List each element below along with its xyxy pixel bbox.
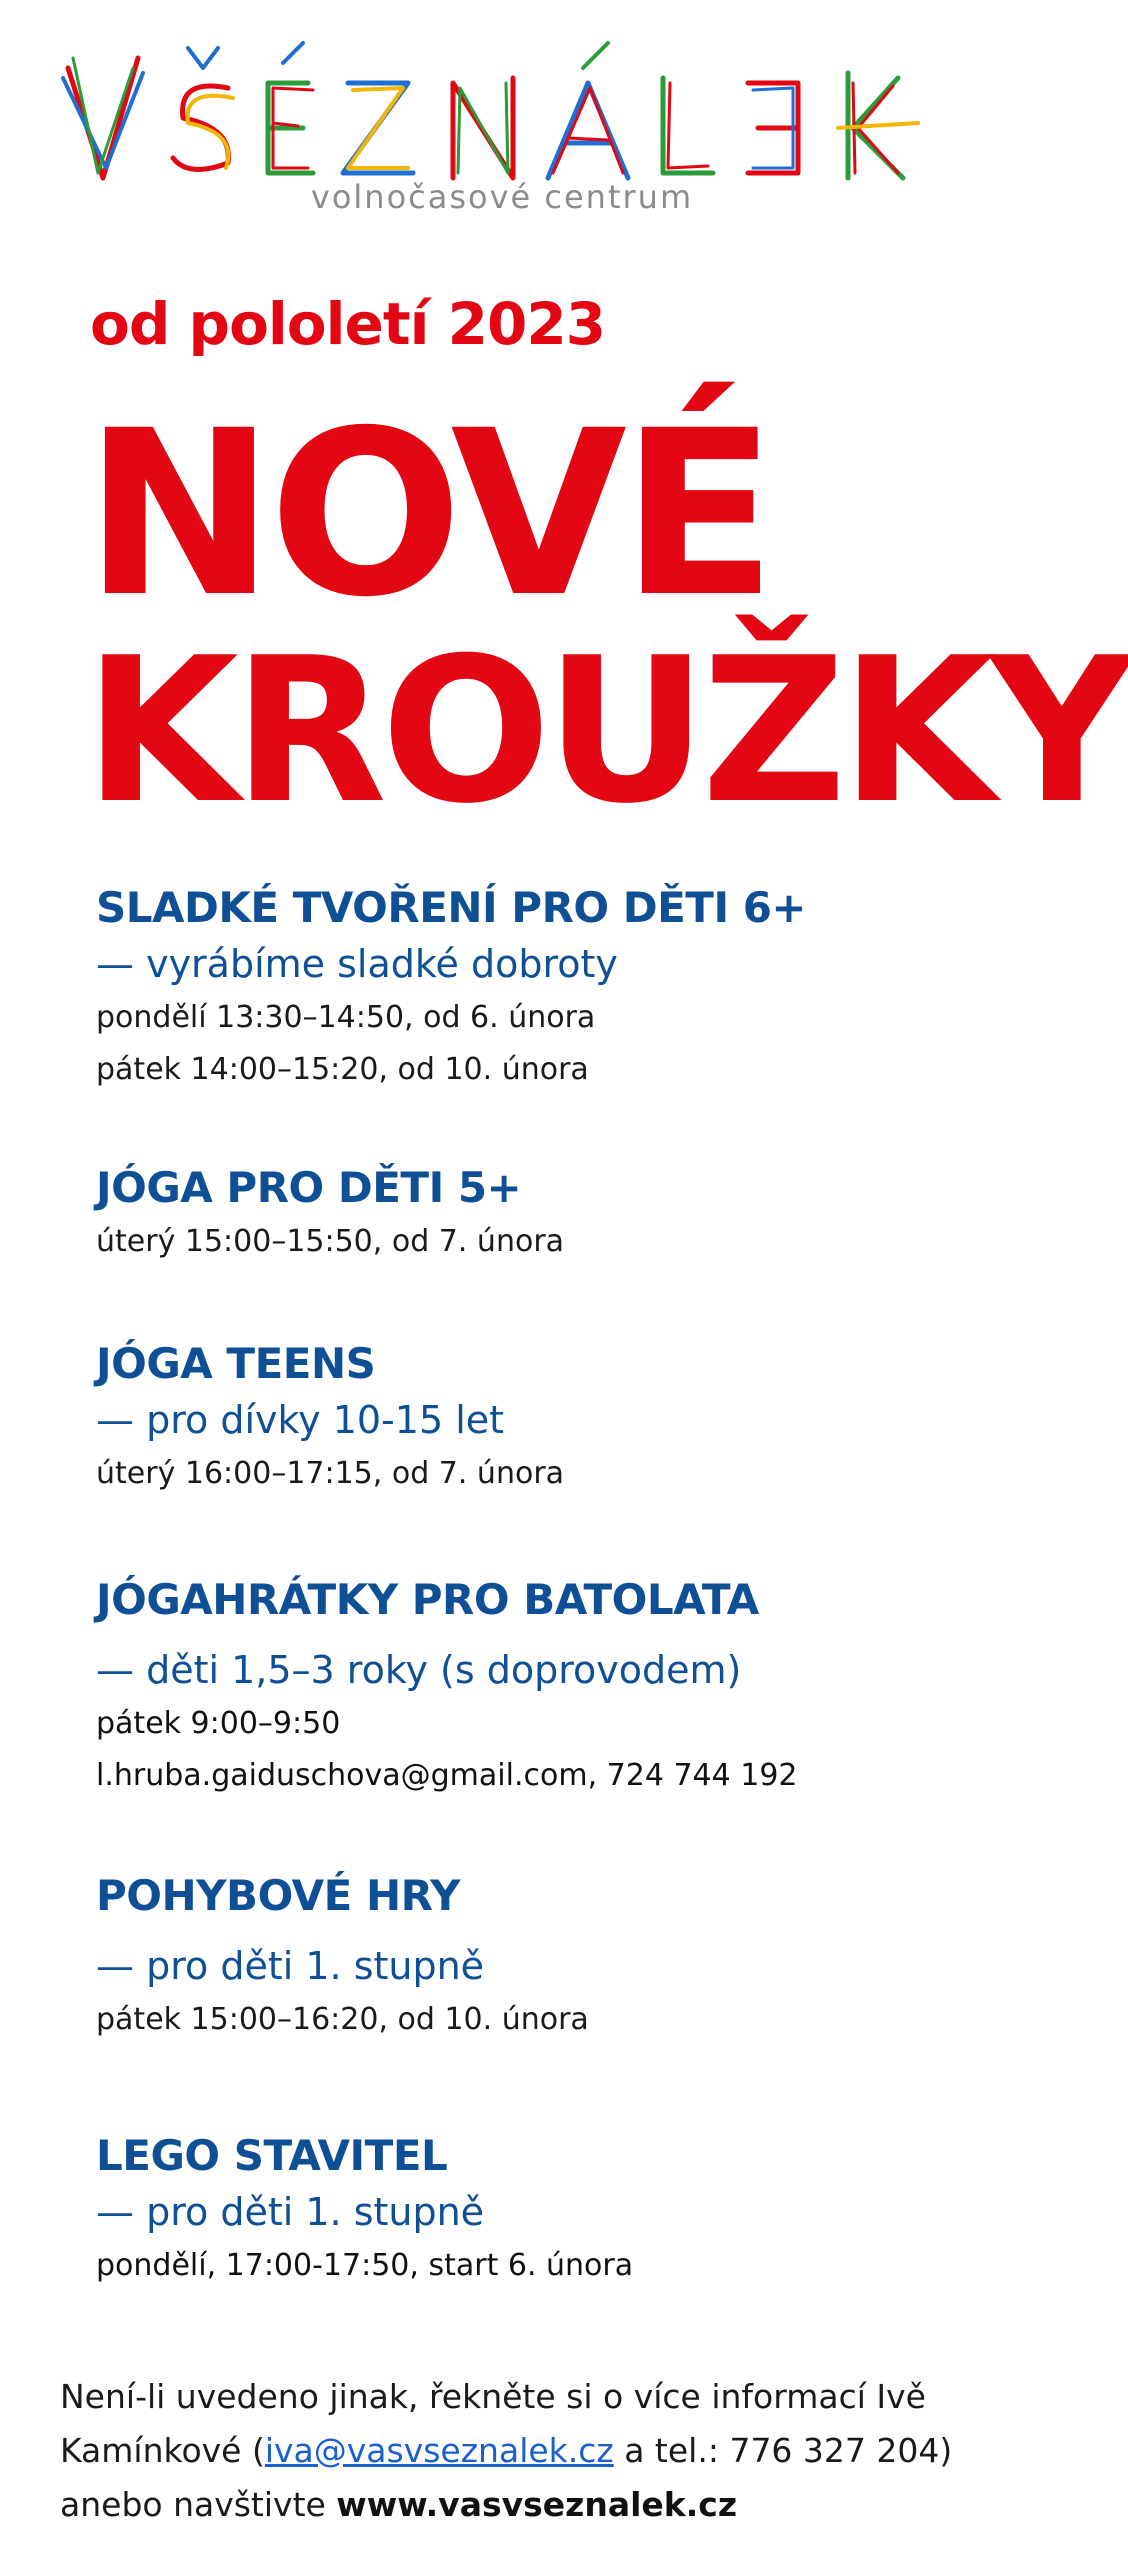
course-subtitle: — vyrábíme sladké dobroty bbox=[96, 942, 618, 986]
course-sladke-tvoreni bbox=[96, 880, 976, 1096]
footer-text-before: Není-li uvedeno jinak, řekněte si o více informací Ivě Kamínkové ( bbox=[60, 2377, 926, 2470]
footer-info bbox=[60, 2370, 960, 2532]
course-schedule: úterý 16:00–17:15, od 7. února bbox=[96, 1456, 565, 1491]
logo bbox=[58, 28, 938, 188]
course-schedule: pondělí 13:30–14:50, od 6. února bbox=[96, 1000, 596, 1035]
course-schedule: úterý 15:00–15:50, od 7. února bbox=[96, 1224, 565, 1259]
course-title: LEGO STAVITEL bbox=[96, 2131, 448, 2180]
course-schedule: pátek 15:00–16:20, od 10. února bbox=[96, 2002, 589, 2037]
footer-text-middle: a tel.: 776 327 204) anebo navštivte bbox=[60, 2431, 953, 2524]
course-title: JÓGAHRÁTKY PRO BATOLATA bbox=[96, 1575, 759, 1624]
logo-graphic bbox=[58, 28, 938, 188]
course-jogahratky bbox=[96, 1572, 976, 1802]
course-subtitle: — pro dívky 10-15 let bbox=[96, 1398, 505, 1442]
course-subtitle: — pro děti 1. stupně bbox=[96, 1944, 485, 1988]
course-title: SLADKÉ TVOŘENÍ PRO DĚTI 6+ bbox=[96, 883, 807, 932]
course-schedule: pátek 14:00–15:20, od 10. února bbox=[96, 1052, 589, 1087]
course-pohybove-hry bbox=[96, 1868, 976, 2046]
course-title: JÓGA TEENS bbox=[96, 1339, 376, 1388]
course-title: JÓGA PRO DĚTI 5+ bbox=[96, 1163, 522, 1212]
course-subtitle: — pro děti 1. stupně bbox=[96, 2190, 485, 2234]
logo-subtitle: volnočasové centrum bbox=[310, 178, 694, 216]
headline-line2: KROUŽKY bbox=[84, 615, 1128, 848]
course-joga-pro-deti bbox=[96, 1160, 976, 1268]
headline-line1: NOVÉ bbox=[84, 381, 771, 647]
footer-website[interactable]: www.vasvseznalek.cz bbox=[336, 2485, 738, 2524]
course-contact: l.hruba.gaiduschova@gmail.com, 724 744 192 bbox=[96, 1758, 798, 1793]
course-schedule: pátek 9:00–9:50 bbox=[96, 1706, 341, 1741]
course-schedule: pondělí, 17:00-17:50, start 6. února bbox=[96, 2248, 634, 2283]
course-lego-stavitel bbox=[96, 2128, 976, 2292]
course-subtitle: — děti 1,5–3 roky (s doprovodem) bbox=[96, 1648, 742, 1692]
course-title: POHYBOVÉ HRY bbox=[96, 1871, 461, 1920]
course-joga-teens bbox=[96, 1336, 976, 1500]
headline-since: od pololetí 2023 bbox=[90, 290, 606, 358]
footer-email-link[interactable]: iva@vasvseznalek.cz bbox=[264, 2431, 614, 2470]
